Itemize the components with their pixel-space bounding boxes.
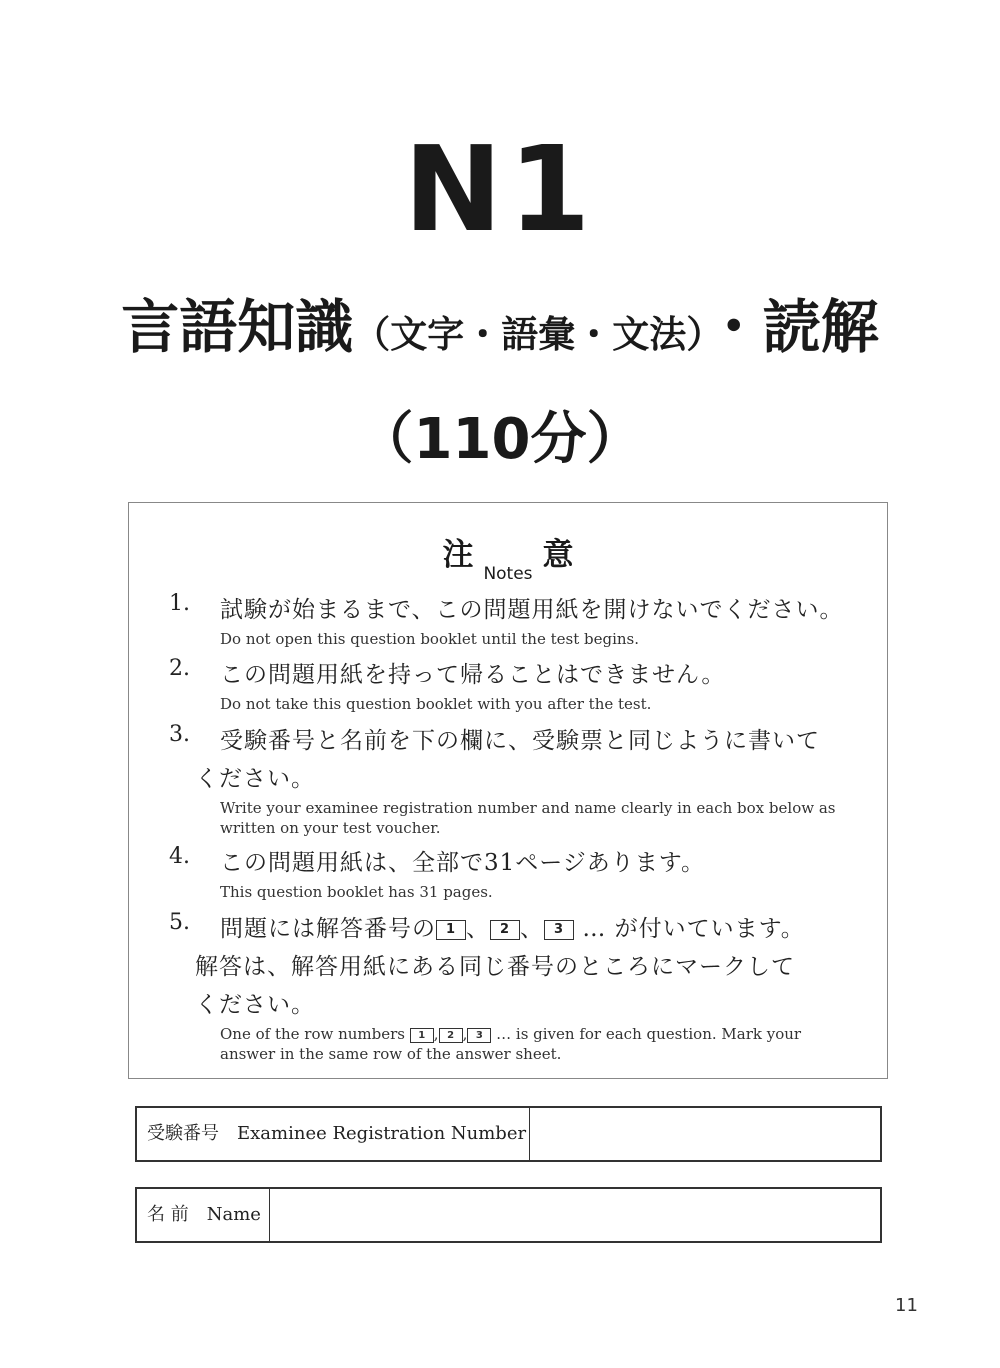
notes-title (129, 529, 887, 584)
name-field[interactable] (270, 1189, 880, 1241)
note-en: This question booklet has 31 pages. (220, 883, 493, 901)
note-number: 1. (169, 591, 190, 616)
note-jp-continued: ください。 (195, 766, 315, 792)
note-number: 2. (169, 656, 190, 681)
note-jp-part: … が付いています。 (582, 916, 805, 942)
page-number: 11 (895, 1295, 918, 1316)
note-jp-part: 問題には解答番号の (220, 916, 436, 942)
note-jp: 試験が始まるまで、この問題用紙を開けないでください。 (220, 597, 844, 623)
note-item-3 (169, 722, 847, 838)
answer-number-box: 1 (410, 1028, 434, 1043)
note-jp-continued: 解答は、解答用紙にある同じ番号のところにマークして (195, 954, 795, 980)
comma: 、 (466, 916, 490, 942)
test-duration: （110分） (357, 407, 643, 472)
registration-number-label: 受験番号 Examinee Registration Number (137, 1108, 530, 1160)
answer-number-box: 1 (436, 920, 466, 940)
answer-number-box: 3 (544, 920, 574, 940)
note-en: Write your examinee registration number and name clearly in each box below as written on your test voucher. (220, 799, 836, 837)
note-number: 3. (169, 722, 190, 747)
answer-number-box: 2 (490, 920, 520, 940)
notes-box (128, 502, 888, 1079)
note-en-part: … is given for each question. Mark your answer in the same row of the answer sheet. (220, 1025, 802, 1063)
level-title: N1 (403, 120, 597, 258)
note-jp: 受験番号と名前を下の欄に、受験票と同じように書いて (220, 728, 820, 754)
comma: 、 (520, 916, 544, 942)
notes-title-right: 意 (542, 537, 574, 573)
subject-separator: ・ (704, 293, 763, 361)
subject-paren: （文字・語彙・文法） (353, 313, 705, 356)
notes-title-left: 注 (442, 537, 474, 573)
subject-title (0, 293, 1000, 361)
answer-number-box: 2 (439, 1028, 463, 1043)
note-jp (220, 910, 847, 948)
name-label: 名 前 Name (137, 1189, 270, 1241)
note-item-4 (169, 844, 847, 902)
note-item-2 (169, 656, 847, 714)
subject-tail: 読解 (762, 293, 879, 361)
note-number: 5. (169, 910, 190, 935)
registration-number-field[interactable] (530, 1108, 880, 1160)
name-box (135, 1187, 882, 1243)
note-jp: この問題用紙を持って帰ることはできません。 (220, 662, 726, 688)
notes-title-en: Notes (483, 564, 533, 584)
answer-number-box: 3 (467, 1028, 491, 1043)
registration-number-box (135, 1106, 882, 1162)
note-item-1 (169, 591, 847, 649)
note-jp: この問題用紙は、全部で31ページあります。 (220, 850, 705, 876)
note-en-part: One of the row numbers (220, 1025, 405, 1043)
note-item-5 (169, 910, 847, 1064)
note-jp-continued: ください。 (195, 992, 315, 1018)
note-en: One of the row numbers 1 , 2 , 3 … is given for each question. Mark your answer in the same row of the answer sheet. (220, 1025, 802, 1063)
note-number: 4. (169, 844, 190, 869)
subject-main: 言語知識 (121, 293, 354, 361)
note-en: Do not take this question booklet with you after the test. (220, 695, 652, 713)
note-en: Do not open this question booklet until the test begins. (220, 630, 639, 648)
